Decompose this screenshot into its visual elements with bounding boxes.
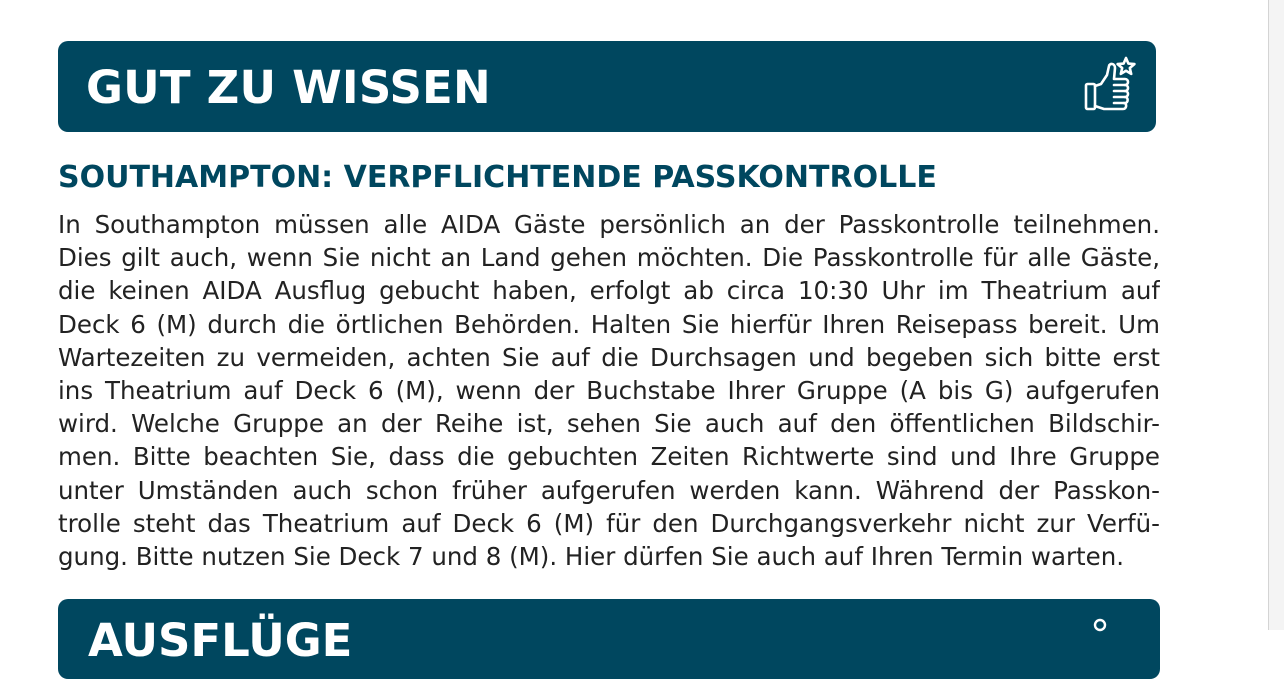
paragraph-line: men. Bitte beachten Sie, dass die gebuchten Zeiten Richtwerte sind und Ihre Gruppe <box>58 442 1160 472</box>
section-heading: SOUTHAMPTON: VERPFLICHTENDE PASSKONTROLLE <box>58 160 937 195</box>
paragraph-line: Deck 6 (M) durch die örtlichen Behörden. Halten Sie hierfür Ihren Reisepass bereit. Um <box>58 309 1160 339</box>
person-icon <box>1088 617 1112 641</box>
paragraph-line: Dies gilt auch, wenn Sie nicht an Land gehen möchten. Die Passkontrolle für alle Gäste, <box>58 243 1160 273</box>
next-banner <box>58 599 1160 679</box>
paragraph-line: Wartezeiten zu vermeiden, achten Sie auf die Durchsagen und begeben sich bitte erst <box>58 342 1160 372</box>
paragraph-line: wird. Welche Gruppe an der Reihe ist, sehen Sie auch auf den öffentlichen Bildschir- <box>58 409 1160 439</box>
info-banner <box>58 41 1156 132</box>
paragraph-line: trolle steht das Theatrium auf Deck 6 (M) für den Durchgangsverkehr nicht zur Verfü- <box>58 508 1160 538</box>
body-paragraph <box>58 208 1160 573</box>
banner-title: GUT ZU WISSEN <box>86 61 491 114</box>
paragraph-line: unter Umständen auch schon früher aufgerufen werden kann. Während der Passkon- <box>58 475 1160 505</box>
page-edge <box>1268 0 1284 630</box>
paragraph-line: ins Theatrium auf Deck 6 (M), wenn der Buchstabe Ihrer Gruppe (A bis G) aufgerufen <box>58 375 1160 405</box>
paragraph-line: gung. Bitte nutzen Sie Deck 7 und 8 (M). Hier dürfen Sie auch auf Ihren Termin warten. <box>58 541 1125 571</box>
next-banner-title: AUSFLÜGE <box>88 614 353 667</box>
thumbs-up-star-icon <box>1080 55 1142 117</box>
paragraph-line: In Southampton müssen alle AIDA Gäste persönlich an der Passkontrolle teilnehmen. <box>58 210 1160 239</box>
paragraph-line: die keinen AIDA Ausflug gebucht haben, erfolgt ab circa 10:30 Uhr im Theatrium auf <box>58 276 1160 306</box>
